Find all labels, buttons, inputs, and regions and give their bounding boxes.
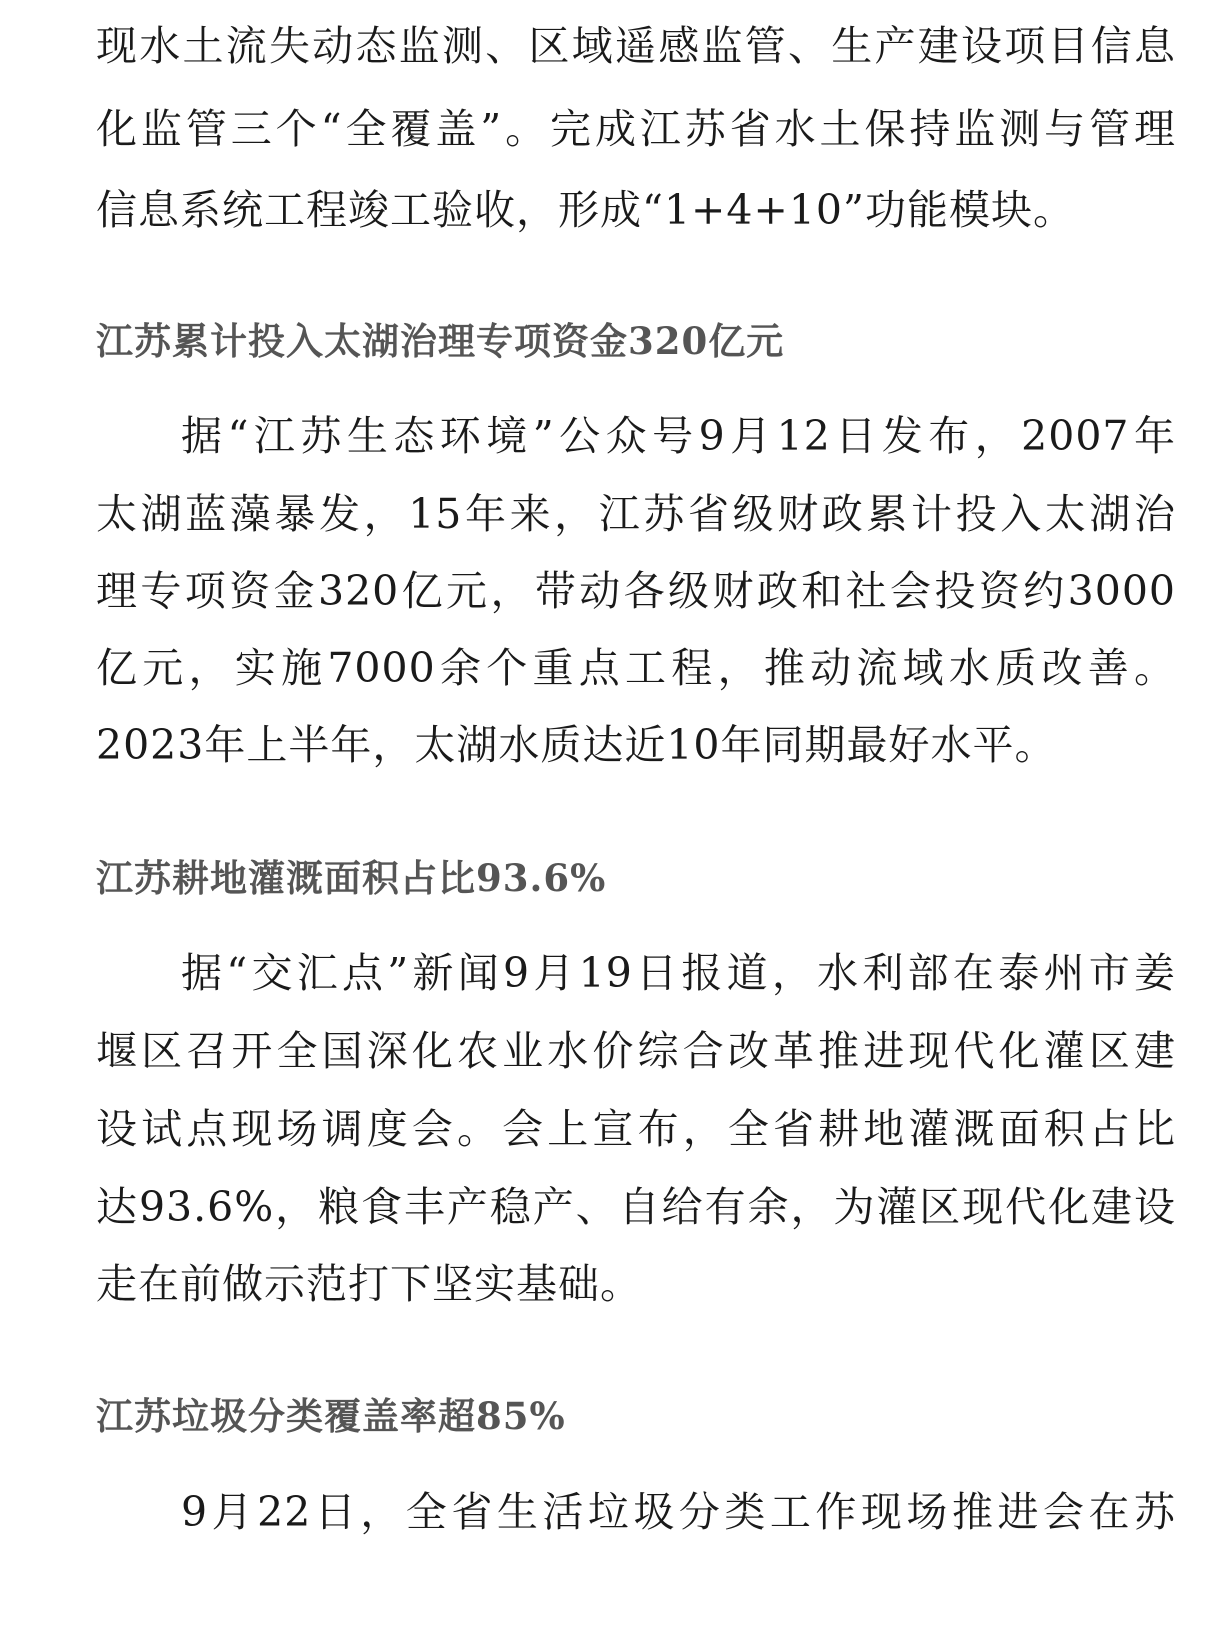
text-line: 据“交汇点”新闻9月19日报道，水利部在泰州市姜 bbox=[181, 949, 1176, 997]
text-line: 现水土流失动态监测、区域遥感监管、生产建设项目信息 bbox=[96, 22, 1176, 70]
text-line: 走在前做示范打下坚实基础。 bbox=[96, 1260, 642, 1308]
section-heading: 江苏耕地灌溉面积占比93.6% bbox=[96, 856, 607, 900]
text-line: 太湖蓝藻暴发，15年来，江苏省级财政累计投入太湖治 bbox=[96, 490, 1176, 538]
text-line: 设试点现场调度会。会上宣布，全省耕地灌溉面积占比 bbox=[96, 1105, 1176, 1153]
text-line: 化监管三个“全覆盖”。完成江苏省水土保持监测与管理 bbox=[96, 105, 1176, 153]
text-line: 9月22日，全省生活垃圾分类工作现场推进会在苏 bbox=[181, 1488, 1176, 1536]
section-heading: 江苏垃圾分类覆盖率超85% bbox=[96, 1394, 566, 1438]
text-line: 亿元，实施7000余个重点工程，推动流域水质改善。 bbox=[96, 644, 1176, 692]
text-line: 达93.6%，粮食丰产稳产、自给有余，为灌区现代化建设 bbox=[96, 1183, 1176, 1231]
text-line: 据“江苏生态环境”公众号9月12日发布，2007年 bbox=[181, 412, 1176, 460]
text-line: 信息系统工程竣工验收，形成“1+4+10”功能模块。 bbox=[96, 186, 1075, 234]
section-heading: 江苏累计投入太湖治理专项资金320亿元 bbox=[96, 319, 785, 363]
text-line: 堰区召开全国深化农业水价综合改革推进现代化灌区建 bbox=[96, 1027, 1176, 1075]
text-line: 理专项资金320亿元，带动各级财政和社会投资约3000 bbox=[96, 567, 1176, 615]
text-line: 2023年上半年，太湖水质达近10年同期最好水平。 bbox=[96, 721, 1057, 769]
